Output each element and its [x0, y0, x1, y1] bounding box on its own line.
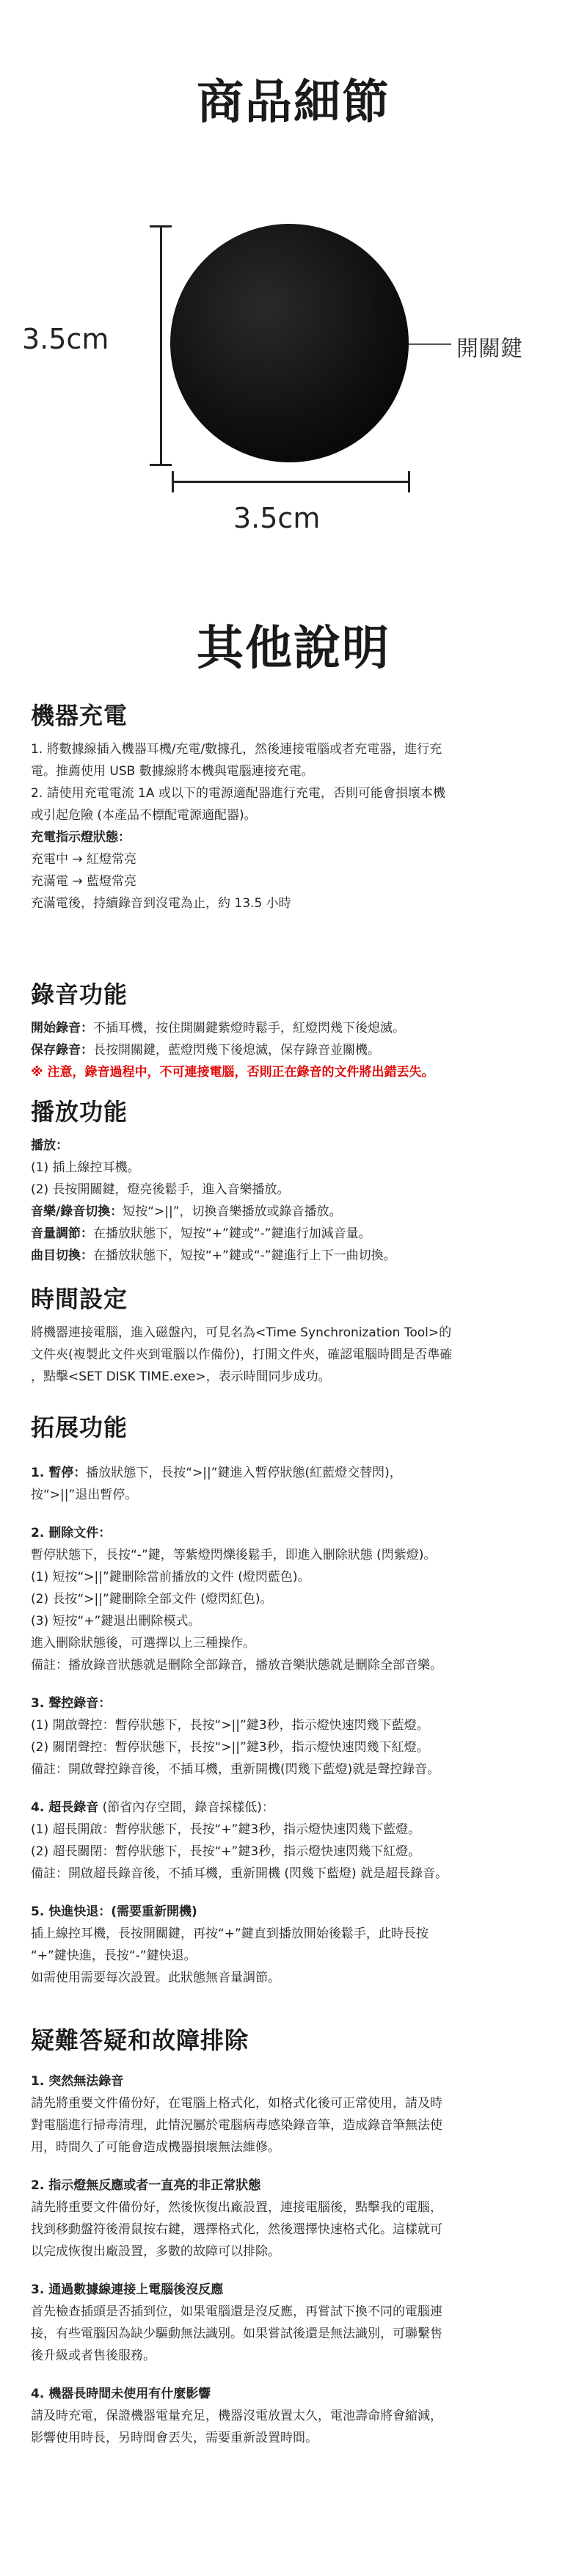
long-label-line [31, 1797, 556, 1819]
text-line [31, 1039, 556, 1061]
text-line [31, 1017, 556, 1039]
text-line: 充滿電 → 藍燈常亮 [31, 874, 137, 889]
label: 開始錄音： [31, 1021, 93, 1036]
text: 短按“>||”，切換音樂播放或錄音播放。 [123, 1204, 342, 1219]
pause-label: 1. 暫停： [31, 1466, 87, 1480]
section-recording [31, 976, 556, 1083]
callout-leader-line [409, 343, 451, 345]
text-line: 備註：播放錄音狀態就是刪除全部錄音，播放音樂狀態就是刪除全部音樂。 [31, 1658, 442, 1673]
faq-answer-line: 首先檢查插頭是否插到位，如果電腦還是沒反應，再嘗試下換不同的電腦連 [31, 2304, 442, 2319]
text-line: 充電中 → 紅燈常亮 [31, 852, 137, 867]
text-line [31, 1201, 556, 1223]
text-line: 文件夾(複製此文件夾到電腦以作備份)，打開文件夾，確認電腦時間是否準確 [31, 1347, 453, 1362]
play-label: 播放： [31, 1138, 68, 1153]
width-right-tick [408, 471, 410, 492]
faq-question: 1. 突然無法錄音 [31, 2074, 124, 2089]
text-line: (1) 短按“>||”鍵刪除當前播放的文件 (燈閃藍色)。 [31, 1570, 310, 1584]
text-line: 電。推薦使用 USB 數據線將本機與電腦連接充電。 [31, 764, 314, 779]
device-disc-image [170, 224, 409, 462]
text-line: (1) 插上線控耳機。 [31, 1160, 140, 1175]
text-line: 備註：開啟聲控錄音後，不插耳機，重新開機(閃幾下藍燈)就是聲控錄音。 [31, 1762, 440, 1777]
text-line [31, 1223, 556, 1245]
text-line: 按“>||”退出暫停。 [31, 1488, 138, 1502]
text-line: 插上線控耳機，長按開關鍵，再按“+”鍵直到播放開始後鬆手，此時長按 [31, 1926, 429, 1941]
page-title-other: 其他說明 [197, 622, 390, 676]
faq-question: 3. 通過數據線連接上電腦後沒反應 [31, 2282, 224, 2297]
section-extended [31, 1409, 556, 1989]
text-line: (2) 長按開關鍵，燈亮後鬆手，進入音樂播放。 [31, 1182, 290, 1197]
faq-question: 2. 指示燈無反應或者一直亮的非正常狀態 [31, 2178, 261, 2193]
section-playback [31, 1094, 556, 1267]
section-heading: 疑難答疑和故障排除 [31, 2026, 249, 2054]
text-line: (1) 超長開啟：暫停狀態下，長按“+”鍵3秒，指示燈快速閃幾下藍燈。 [31, 1822, 421, 1837]
width-label: 3.5cm [233, 502, 321, 534]
section-charging [31, 697, 556, 914]
text: 在播放狀態下，短按“+”鍵或“-”鍵進行加減音量。 [93, 1226, 371, 1241]
section-heading: 拓展功能 [31, 1413, 128, 1441]
text-line: 2. 請使用充電電流 1A 或以下的電源適配器進行充電，否則可能會損壞本機 [31, 786, 445, 801]
label: 音量調節： [31, 1226, 93, 1241]
text-line: “+”鍵快進，長按“-”鍵快退。 [31, 1949, 197, 1963]
height-top-tick [150, 225, 172, 228]
warning-text: ※ 注意，錄音過程中，不可連接電腦，否則正在錄音的文件將出錯丟失。 [31, 1065, 434, 1080]
text-line: ，點擊<SET DISK TIME.exe>，表示時間同步成功。 [31, 1369, 331, 1384]
text-line: 充滿電後，持續錄音到沒電為止，約 13.5 小時 [31, 896, 291, 911]
faq-answer-line: 以完成恢復出廠設置，多數的故障可以排除。 [31, 2244, 280, 2259]
section-heading: 播放功能 [31, 1098, 128, 1126]
indicator-title: 充電指示燈狀態： [31, 830, 131, 845]
fast-label: 5. 快進快退：(需要重新開機) [31, 1904, 197, 1919]
text-line: 或引起危險 (本產品不標配電源適配器)。 [31, 808, 257, 823]
delete-label: 2. 刪除文件： [31, 1526, 112, 1540]
power-button-callout: 開關鍵 [456, 336, 522, 362]
width-dimension-line [172, 481, 409, 483]
text-line: 1. 將數據線插入機器耳機/充電/數據孔，然後連接電腦或者充電器，進行充 [31, 742, 442, 757]
label: 音樂/錄音切換： [31, 1204, 123, 1219]
text-line: (2) 超長關閉：暫停狀態下，長按“+”鍵3秒，指示燈快速閃幾下紅燈。 [31, 1844, 421, 1859]
text: 不插耳機，按住開關鍵紫燈時鬆手，紅燈閃幾下後熄滅。 [93, 1021, 405, 1036]
text-line: 暫停狀態下，長按“-”鍵，等紫燈閃爍後鬆手，即進入刪除狀態 (閃紫燈)。 [31, 1548, 437, 1562]
text: 播放狀態下，長按“>||”鍵進入暫停狀態(紅藍燈交替閃)， [86, 1466, 402, 1480]
height-dimension-line [160, 226, 162, 465]
section-heading: 錄音功能 [31, 980, 128, 1008]
faq-answer-line: 找到移動盤符後滑鼠按右鍵，選擇格式化，然後選擇快速格式化。這樣就可 [31, 2222, 442, 2237]
label: 4. 超長錄音 [31, 1800, 99, 1815]
text-line: (1) 開啟聲控：暫停狀態下，長按“>||”鍵3秒，指示燈快速閃幾下藍燈。 [31, 1718, 429, 1733]
size-diagram [0, 154, 587, 536]
text-line: (2) 長按“>||”鍵刪除全部文件 (燈閃紅色)。 [31, 1592, 273, 1607]
section-faq [31, 2022, 556, 2449]
voice-label: 3. 聲控錄音： [31, 1696, 112, 1711]
text-line: 進入刪除狀態後，可選擇以上三種操作。 [31, 1636, 255, 1651]
text-line: (3) 短按“+”鍵退出刪除模式。 [31, 1614, 201, 1629]
faq-answer-line: 請先將重要文件備份好，在電腦上格式化，如格式化後可正常使用，請及時 [31, 2096, 442, 2111]
faq-answer-line: 後升級或者售後服務。 [31, 2348, 156, 2363]
label: 保存錄音： [31, 1043, 93, 1058]
text-line: 如需使用需要每次設置。此狀態無音量調節。 [31, 1971, 280, 1985]
faq-answer-line: 請先將重要文件備份好，然後恢復出廠設置，連接電腦後，點擊我的電腦， [31, 2200, 442, 2215]
text-line: 將機器連接電腦，進入磁盤內，可見名為<Time Synchronization Tool>的 [31, 1325, 452, 1340]
section-heading: 機器充電 [31, 702, 128, 729]
text-line [31, 1245, 556, 1267]
text-line: 備註：開啟超長錄音後，不插耳機，重新開機 (閃幾下藍燈) 就是超長錄音。 [31, 1866, 448, 1881]
text: 在播放狀態下，短按“+”鍵或“-”鍵進行上下一曲切換。 [93, 1248, 396, 1263]
faq-answer-line: 請及時充電，保證機器電量充足，機器沒電放置太久，電池壽命將會縮減， [31, 2409, 442, 2423]
faq-answer-line: 對電腦進行掃毒清理，此情況屬於電腦病毒感染錄音筆，造成錄音筆無法使 [31, 2118, 442, 2133]
text-line: (2) 關閉聲控：暫停狀態下，長按“>||”鍵3秒，指示燈快速閃幾下紅燈。 [31, 1740, 429, 1755]
section-time [31, 1281, 556, 1388]
label: 曲目切換： [31, 1248, 93, 1263]
page-title-details: 商品細節 [197, 76, 390, 130]
faq-answer-line: 用，時間久了可能會造成機器損壞無法維修。 [31, 2140, 280, 2155]
width-left-tick [172, 471, 174, 492]
faq-answer-line: 接，有些電腦因為缺少驅動無法識別。如果嘗試後還是無法識別，可聯繫售 [31, 2326, 442, 2341]
section-heading: 時間設定 [31, 1285, 128, 1313]
height-bottom-tick [150, 464, 172, 466]
text: (節省內存空間，錄音採樣低)： [98, 1800, 274, 1815]
faq-answer-line: 影響使用時長，另時間會丟失，需要重新設置時間。 [31, 2431, 318, 2445]
height-label: 3.5cm [22, 323, 109, 355]
faq-question: 4. 機器長時間未使用有什麼影響 [31, 2387, 211, 2401]
text: 長按開關鍵，藍燈閃幾下後熄滅，保存錄音並關機。 [93, 1043, 380, 1058]
